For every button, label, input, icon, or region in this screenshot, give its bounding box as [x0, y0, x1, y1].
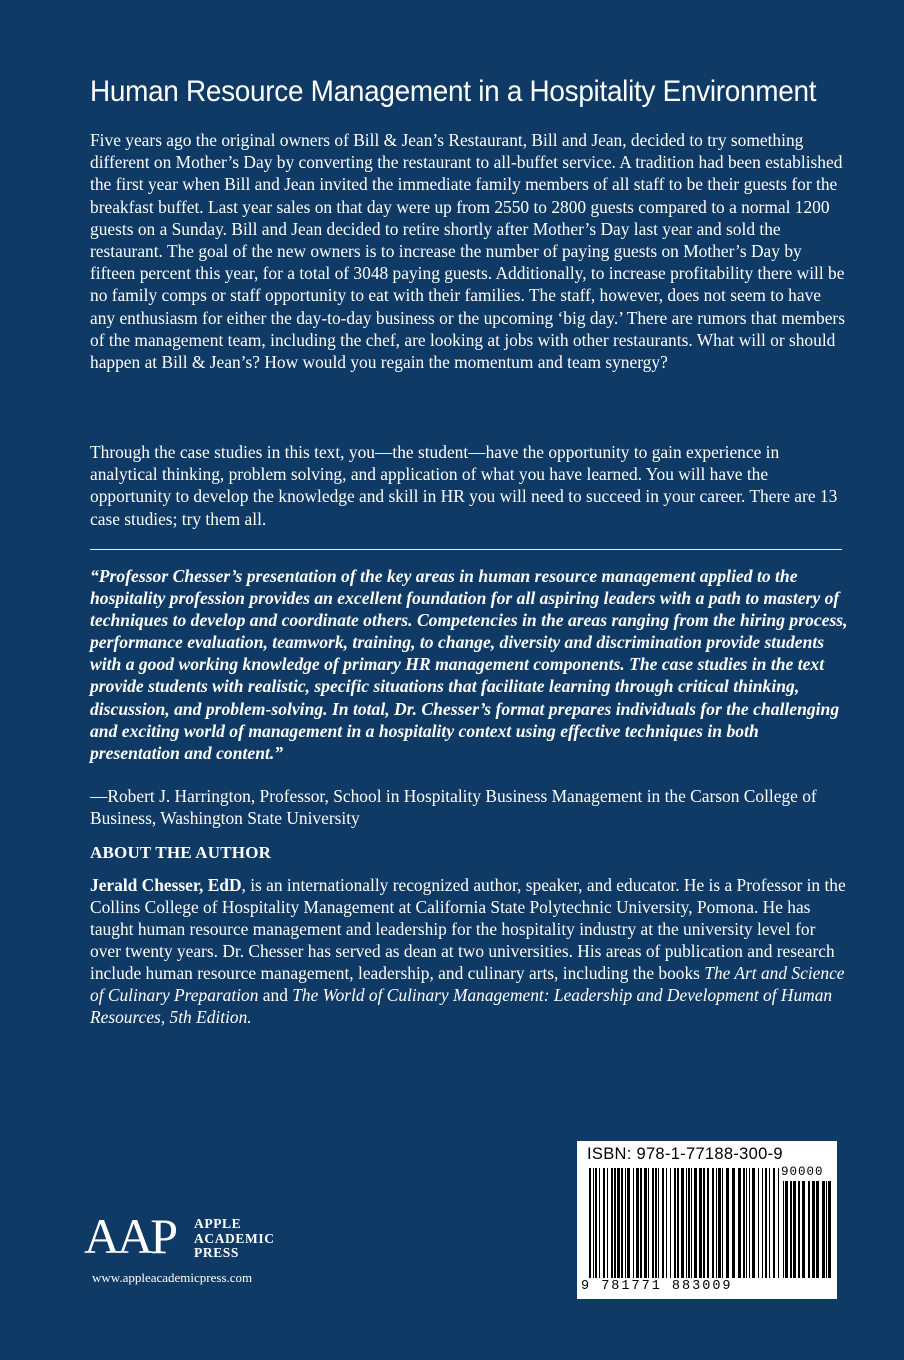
- publisher-name: [194, 1217, 275, 1261]
- barcode-addon-bars-icon: [783, 1181, 831, 1278]
- endorsement-quote: “Professor Chesser’s presentation of the key areas in human resource management applied to the hospitality profession provides an excellent foundation for all aspiring leaders with a path to mastery of techniques to develop and coordinate others. Competencies in the areas ranging from the hiring process, performance evaluation, teamwork, training, to change, diversity and discrimination provide students with a good working knowledge of primary HR management components. The case studies in the text provide students with realistic, specific situations that facilitate learning through critical thinking, discussion, and problem-solving. In total, Dr. Chesser’s format prepares individuals for the challenging and exciting world of management in a hospitality context using effective techniques in both presentation and content.”: [90, 566, 848, 763]
- author-bio: [90, 874, 850, 1028]
- book-title-2: The World of Culinary Management: Leadership and Development of Human Resources, 5th Edition.: [90, 985, 833, 1027]
- section-divider: [90, 549, 842, 550]
- book-title-1: The Art and Science of Culinary Preparation: [90, 963, 845, 1005]
- publisher-name-line: APPLE: [194, 1216, 242, 1231]
- back-cover-title: Human Resource Management in a Hospitality Environment: [90, 75, 817, 108]
- publisher-logo-mark: AAP: [84, 1208, 176, 1264]
- publisher-name-line: ACADEMIC: [194, 1230, 275, 1246]
- bio-text: , is an internationally recognized author, speaker, and educator. He is a Professor in the Collins College of Hospitality Management at California State Polytechnic University, Pomona. He has taught human resource management and leadership for the hospitality industry at the university level for over twenty years. Dr. Chesser has served as dean at two universities. His areas of publication and research include human resource management, leadership, and culinary arts, including the books: [90, 875, 846, 983]
- barcode-bars-icon: [589, 1168, 779, 1278]
- case-studies-paragraph: Through the case studies in this text, you—the student—have the opportunity to gain experience in analytical thinking, problem solving, and application of what you have learned. You will have the opportunity to develop the knowledge and skill in HR you will need to succeed in your career. There are 13 case studies; try them all.: [90, 442, 838, 529]
- author-name: Jerald Chesser, EdD: [90, 875, 242, 895]
- intro-paragraph: Five years ago the original owners of Bill & Jean’s Restaurant, Bill and Jean, decided to try something different on Mother’s Day by converting the restaurant to all-buffet service. A tradition had been established the first year when Bill and Jean invited the immediate family members of all staff to be their guests for the breakfast buffet. Last year sales on that day were up from 2550 to 2800 guests compared to a normal 1200 guests on a Sunday. Bill and Jean decided to retire shortly after Mother’s Day last year and sold the restaurant. The goal of the new owners is to increase the number of paying guests on Mother’s Day by fifteen percent this year, for a total of 3048 paying guests. Additionally, to increase profitability there will be no family comps or staff opportunity to eat with their families. The staff, however, does not seem to have any enthusiasm for either the day-to-day business or the upcoming ‘big day.’ There are rumors that members of the management team, including the chef, are looking at jobs with other restaurants. What will or should happen at Bill & Jean’s? How would you regain the momentum and team synergy?: [90, 130, 845, 373]
- barcode-digits: 9 781771 883009: [581, 1279, 733, 1294]
- bio-conjunction: and: [258, 985, 293, 1005]
- publisher-logo: [84, 1208, 314, 1294]
- price-code: 90000: [781, 1165, 824, 1179]
- isbn-label: ISBN: 978-1-77188-300-9: [587, 1145, 783, 1163]
- isbn-barcode: [577, 1141, 837, 1299]
- endorsement-attribution: —Robert J. Harrington, Professor, School in Hospitality Business Management in the Carson College of Business, Washington State University: [90, 786, 817, 828]
- publisher-name-line: PRESS: [194, 1245, 240, 1260]
- about-author-heading: ABOUT THE AUTHOR: [90, 843, 272, 862]
- publisher-url: www.appleacademicpress.com: [92, 1270, 253, 1285]
